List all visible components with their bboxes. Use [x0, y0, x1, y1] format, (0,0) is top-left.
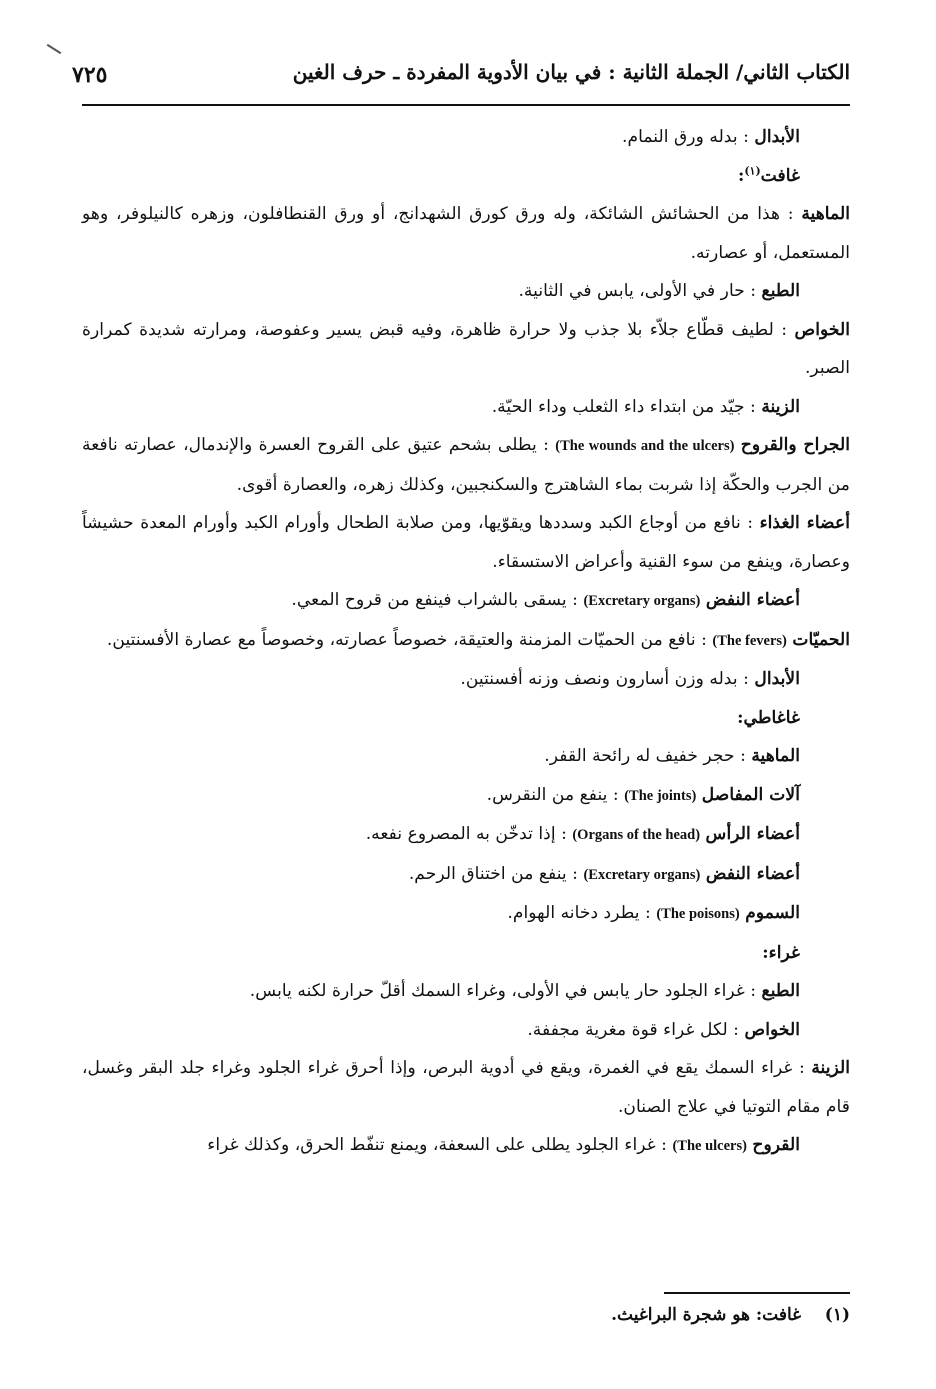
entry-title	[82, 157, 850, 196]
entry-label: الماهية	[751, 746, 800, 766]
entry-title	[82, 934, 850, 973]
footnote-rule	[664, 1292, 850, 1294]
running-header: الكتاب الثاني/ الجملة الثانية : في بيان الأدوية المفردة ـ حرف الغين	[292, 60, 850, 84]
entry-label: الماهية	[801, 204, 850, 224]
footnote-text: غافت: هو شجرة البراغيث.	[611, 1305, 802, 1325]
entry-paragraph	[82, 581, 850, 621]
entry-text: : ينفع من النقرس.	[486, 784, 619, 805]
entry-label: أعضاء النفض	[705, 863, 800, 884]
entry-paragraph	[82, 1011, 850, 1050]
entry-english-term: (The poisons)	[656, 906, 740, 922]
entry-text: : نافع من أوجاع الكبد وسددها ويقوّيها، ومن صلابة الطحال وأورام الكبد وأورام المعدة حشيشاً وعصارة، وينفع من سوء القنية وأعراض الاستسقاء.	[82, 513, 850, 572]
entry-title-colon: :	[737, 165, 745, 186]
entry-text: : هذا من الحشائش الشائكة، وله ورق كورق الشهدانج، أو ورق القنطافلون، وزهره كالنيلوفر، وهو المستعمل، أو عصارته.	[82, 204, 850, 263]
entry-english-term: (The ulcers)	[672, 1138, 747, 1154]
entry-paragraph	[82, 1049, 850, 1126]
scan-mark	[47, 44, 62, 54]
entry-label: الأبدال	[754, 669, 800, 689]
entry-english-term: (The fevers)	[712, 632, 787, 649]
entry-english-term: (Excretary organs)	[583, 593, 701, 609]
entry-label: الخواص	[744, 1019, 800, 1040]
entry-label: أعضاء الغذاء	[759, 513, 850, 533]
entry-paragraph	[82, 855, 850, 895]
entry-label: آلات المفاصل	[701, 784, 800, 805]
entry-text: : ينفع من اختناق الرحم.	[408, 863, 578, 884]
page-number: ٧٢٥	[72, 62, 108, 88]
entry-label: الحميّات	[792, 629, 850, 650]
entry-label: الأبدال	[754, 127, 800, 147]
entry-label: أعضاء الرأس	[705, 824, 800, 844]
entry-title	[82, 699, 850, 738]
entry-paragraph	[82, 737, 850, 776]
entry-text: : حجر خفيف له رائحة القفر.	[544, 746, 746, 766]
entry-title-colon: :	[762, 942, 769, 963]
entry-paragraph	[82, 972, 850, 1011]
entry-paragraph	[82, 272, 850, 311]
entry-label: الخواص	[794, 319, 851, 340]
entry-paragraph	[82, 776, 850, 816]
entry-text: : غراء الجلود حار يابس في الأولى، وغراء السمك أقلّ حرارة لكنه يابس.	[249, 981, 757, 1001]
entry-label: الزينة	[811, 1058, 850, 1078]
entry-text: : غراء السمك يقع في الغمرة، ويقع في أدوية البرص، وإذا أحرق غراء الجلود وغراء جلد البقر وغسل، قام مقام التوتيا في علاج الصنان.	[82, 1058, 850, 1117]
entry-title-colon: :	[737, 707, 744, 728]
entry-text: : إذا تدخّن به المصروع نفعه.	[365, 824, 567, 844]
entry-title-text: غافت	[760, 165, 800, 186]
entry-paragraph	[82, 504, 850, 581]
entry-text: : بدله ورق النمام.	[622, 127, 749, 147]
entry-text: : غراء الجلود يطلى على السعفة، ويمنع تنفّط الحرق، وكذلك غراء	[207, 1135, 667, 1155]
entry-text: : نافع من الحميّات المزمنة والعتيقة، خصوصاً عصارته، وخصوصاً مع عصارة الأفسنتين.	[106, 629, 707, 650]
entry-text: : يطرد دخانه الهوام.	[507, 903, 651, 923]
entry-paragraph	[82, 388, 850, 427]
entry-title-text: غاغاطي	[743, 707, 800, 728]
footnote-reference: (١)	[744, 163, 761, 177]
entry-text: : بدله وزن أسارون ونصف وزنه أفسنتين.	[460, 669, 749, 689]
entry-label: الزينة	[761, 396, 800, 417]
entry-english-term: (The joints)	[624, 787, 697, 804]
footnote	[611, 1305, 850, 1325]
entry-text: : يسقى بالشراب فينفع من قروح المعي.	[291, 590, 578, 610]
entry-paragraph	[82, 815, 850, 855]
entry-paragraph	[82, 660, 850, 699]
entry-paragraph	[82, 621, 850, 661]
header-rule	[82, 104, 850, 106]
entry-paragraph	[82, 426, 850, 504]
entry-label: القروح	[752, 1135, 800, 1155]
entry-english-term: (The wounds and the ulcers)	[555, 438, 735, 454]
entry-text: : جيّد من ابتداء داء الثعلب وداء الحيّة.	[491, 396, 756, 417]
entry-label: الطبع	[761, 981, 800, 1001]
entry-label: الجراح والقروح	[740, 435, 850, 455]
entry-paragraph	[82, 311, 850, 388]
body-text	[82, 118, 850, 1166]
entry-english-term: (Organs of the head)	[572, 827, 701, 843]
entry-label: أعضاء النفض	[705, 590, 800, 610]
entry-text: : لطيف قطّاع جلاّء بلا جذب ولا حرارة ظاهرة، وفيه قبض يسير وعفوصة، ومرارته شديدة كمرارة الصبر.	[82, 319, 850, 378]
entry-english-term: (Excretary organs)	[583, 866, 701, 883]
footnote-marker: (١)	[824, 1305, 850, 1325]
entry-paragraph	[82, 1126, 850, 1166]
entry-label: السموم	[745, 903, 800, 923]
entry-paragraph	[82, 118, 850, 157]
entry-text: : يطلى بشحم عتيق على القروح العسرة والإندمال، عصارته نافعة من الجرب والحكّة إذا شربت بماء الشاهترج والسكنجبين، وكذلك زهره، والعصارة أقوى.	[82, 435, 850, 495]
entry-paragraph	[82, 894, 850, 934]
entry-paragraph	[82, 195, 850, 272]
entry-label: الطبع	[761, 281, 800, 301]
entry-text: : لكل غراء قوة مغرية مجففة.	[527, 1019, 739, 1040]
entry-title-text: غراء	[768, 942, 800, 963]
entry-text: : حار في الأولى، يابس في الثانية.	[518, 281, 757, 301]
